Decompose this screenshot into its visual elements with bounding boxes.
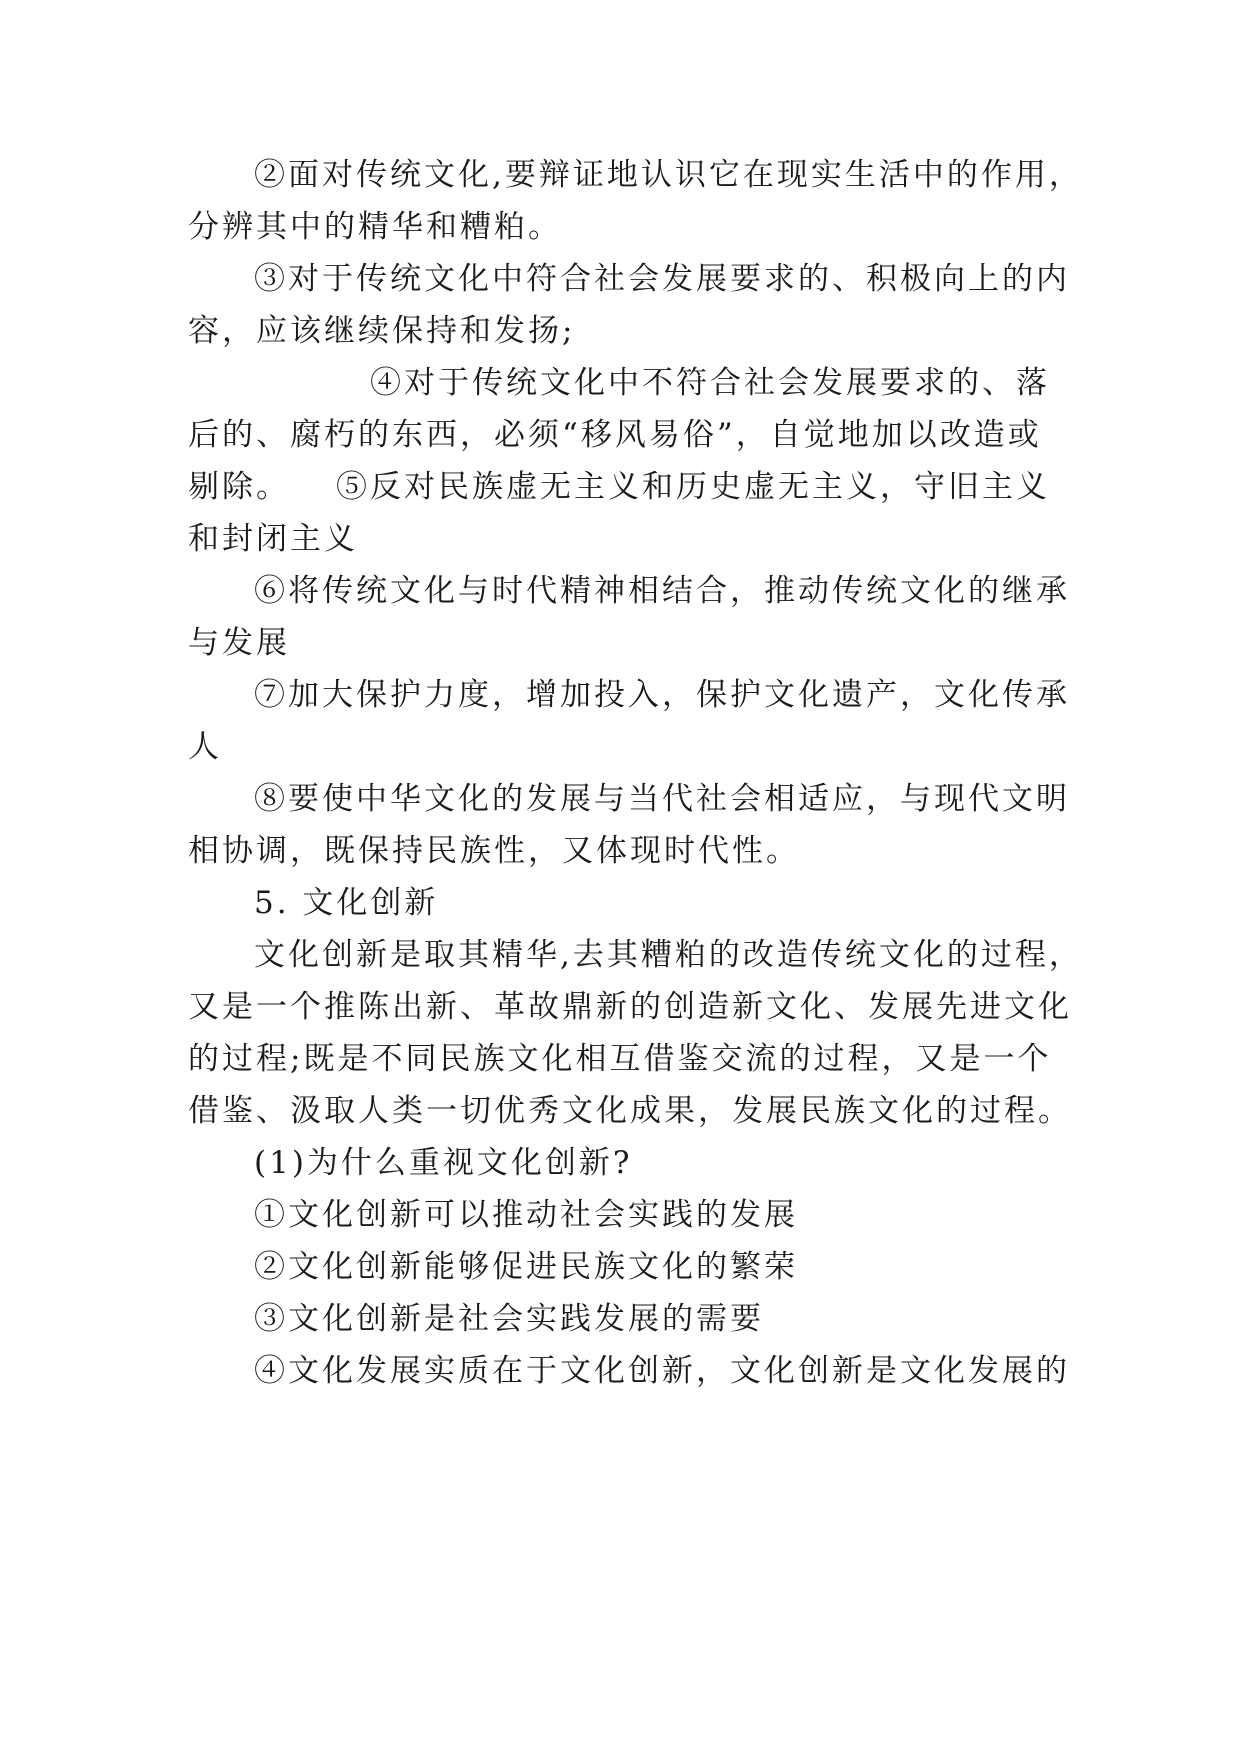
- paragraph-line: 的过程;既是不同民族文化相互借鉴交流的过程，又是一个: [188, 1041, 1052, 1077]
- paragraph-line: 与发展: [188, 625, 290, 661]
- paragraph-line: [188, 467, 1050, 507]
- paragraph-line: 相协调，既保持民族性，又体现时代性。: [188, 833, 800, 869]
- paragraph-line: ⑧要使中华文化的发展与当代社会相适应，与现代文明: [254, 781, 1070, 817]
- list-item: ③文化创新是社会实践发展的需要: [254, 1301, 764, 1337]
- paragraph-line: 又是一个推陈出新、革故鼎新的创造新文化、发展先进文化: [188, 989, 1072, 1025]
- paragraph-line: ②面对传统文化,要辩证地认识它在现实生活中的作用，: [254, 157, 1083, 193]
- paragraph-line-segment: 剔除。: [188, 469, 290, 505]
- paragraph-line-segment: ⑤反对民族虚无主义和历史虚无主义，守旧主义: [336, 469, 1050, 505]
- paragraph-line: 人: [188, 729, 222, 765]
- list-item: ④文化发展实质在于文化创新，文化创新是文化发展的: [254, 1353, 1070, 1389]
- section-heading: 5. 文化创新: [254, 885, 439, 921]
- paragraph-line: 和封闭主义: [188, 521, 358, 557]
- paragraph-line: ⑦加大保护力度，增加投入，保护文化遗产，文化传承: [254, 677, 1070, 713]
- paragraph-line: 文化创新是取其精华,去其糟粕的改造传统文化的过程，: [254, 937, 1083, 973]
- paragraph-line: 分辨其中的精华和糟粕。: [188, 209, 562, 245]
- paragraph-line: ⑥将传统文化与时代精神相结合，推动传统文化的继承: [254, 573, 1070, 609]
- paragraph-line: ④对于传统文化中不符合社会发展要求的、落: [370, 365, 1050, 401]
- list-item: ①文化创新可以推动社会实践的发展: [254, 1197, 798, 1233]
- paragraph-line: 借鉴、汲取人类一切优秀文化成果，发展民族文化的过程。: [188, 1093, 1072, 1129]
- subsection-heading: (1)为什么重视文化创新?: [254, 1145, 633, 1181]
- paragraph-line: ③对于传统文化中符合社会发展要求的、积极向上的内: [254, 261, 1070, 297]
- paragraph-line: 后的、腐朽的东西，必须“移风易俗”，自觉地加以改造或: [188, 417, 1042, 453]
- list-item: ②文化创新能够促进民族文化的繁荣: [254, 1249, 798, 1285]
- paragraph-line: 容，应该继续保持和发扬;: [188, 313, 576, 349]
